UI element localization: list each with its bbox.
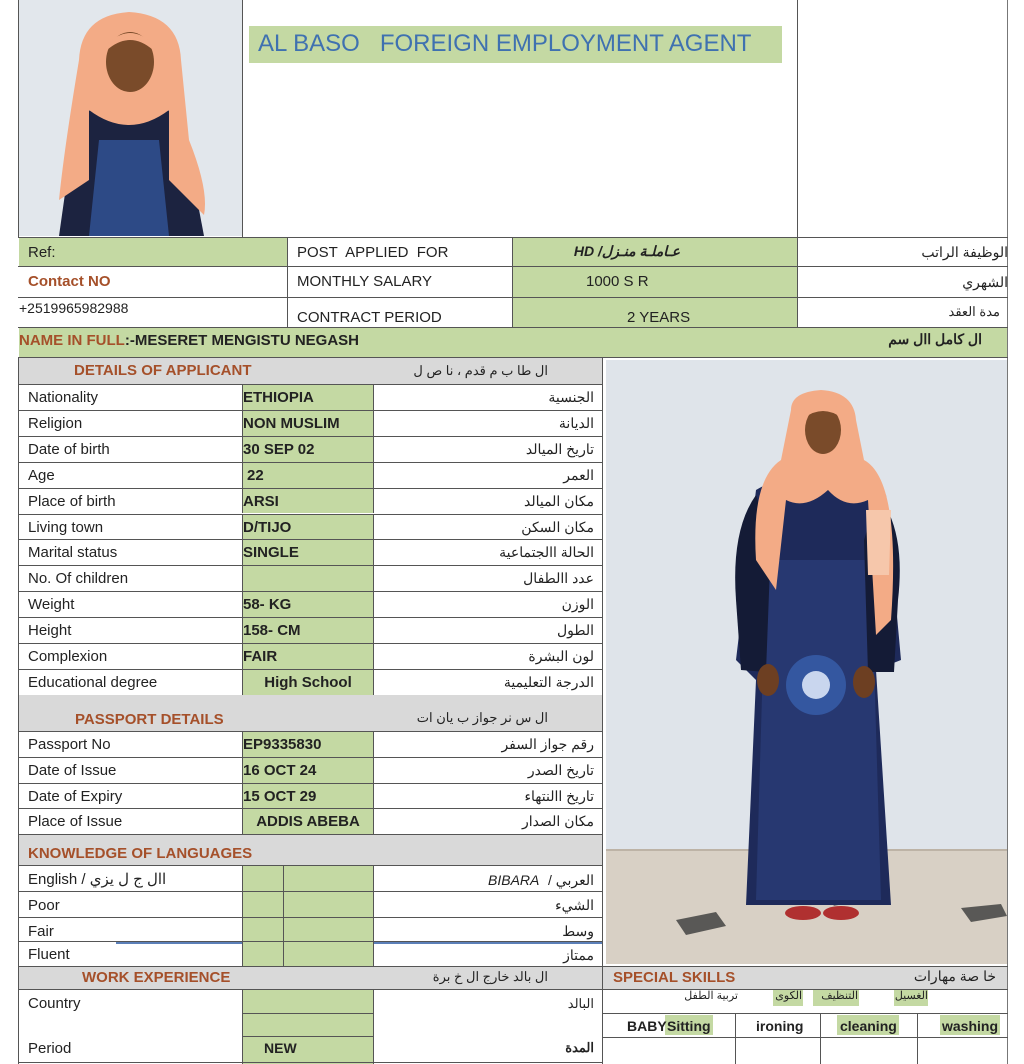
full-name-value: :-MESERET MENGISTU NEGASH (124, 332, 360, 349)
row-label: Religion (28, 414, 83, 432)
row-label: Place of Issue (28, 813, 123, 831)
col-divider (373, 436, 374, 462)
row-label-ar: الوزن (561, 596, 594, 613)
row-label: Living town (28, 518, 104, 536)
row-value: 15 OCT 29 (243, 787, 317, 805)
row-value: D/TIJO (243, 518, 292, 536)
skill-ar-ironing: الكوى (775, 990, 802, 1002)
salary-value: 1000 S R (586, 273, 649, 290)
phone-number: +2519965982988 (19, 300, 129, 316)
skill-ar-baby: تربية الطفل (684, 990, 738, 1002)
row-label: Height (28, 622, 72, 640)
english-label: English / اال ج ل يزي (28, 871, 167, 888)
skills-header: SPECIAL SKILLS (613, 969, 736, 986)
skill-ar-cleaning: التنظيف (821, 990, 858, 1002)
row-label: Date of Issue (28, 761, 117, 779)
lang-row-poor: Poor (28, 897, 60, 914)
row-value: SINGLE (243, 544, 299, 562)
row-label-ar: تاريخ االنتهاء (524, 787, 594, 804)
row-label: Complexion (28, 648, 108, 665)
period-value: NEW (264, 1040, 297, 1056)
row-label-ar: الديانة (558, 414, 594, 431)
contract-period-label: CONTRACT PERIOD (297, 309, 442, 326)
skill-washing: washing (942, 1018, 999, 1034)
row-label: Marital status (28, 544, 118, 562)
salary-ar: الشهري (962, 274, 1008, 290)
country-label: Country (28, 995, 81, 1012)
lang-row-fluent-ar: ممتاز (563, 947, 594, 963)
col-divider (373, 783, 374, 809)
col-divider (373, 591, 374, 617)
row-label: Age (28, 466, 55, 484)
row-value: ETHIOPIA (243, 389, 314, 406)
skill-cleaning: cleaning (840, 1018, 897, 1034)
row-label-ar: الطول (556, 622, 594, 639)
row-value: 16 OCT 24 (243, 761, 317, 779)
row-label: Educational degree (28, 673, 158, 691)
contract-value: 2 YEARS (627, 309, 691, 326)
row-value: ADDIS ABEBA (256, 813, 360, 831)
row-label: Place of birth (28, 492, 116, 510)
row-label-ar: مكان الصدار (522, 813, 594, 830)
skill-baby-prefix: BABY (627, 1018, 667, 1034)
post-applied-label: POST APPLIED FOR (297, 244, 449, 261)
row-label: No. Of children (28, 570, 129, 588)
col-divider (242, 565, 243, 591)
work-header-ar: ال بالد خارج ال خ برة (432, 969, 548, 984)
passport-header-ar: ال س نر جواز ب يان ات (416, 710, 548, 725)
row-value: 22 (247, 466, 264, 484)
row-value: 30 SEP 02 (243, 440, 315, 458)
col-divider (373, 565, 374, 591)
arabic-value: BIBARA (488, 872, 540, 888)
work-header: WORK EXPERIENCE (82, 969, 231, 986)
row-label-ar: العمر (563, 466, 594, 483)
col-divider (373, 488, 374, 514)
applicant-header-ar: ال طا ب م قدم ، نا ص ل (413, 363, 548, 378)
monthly-salary-label: MONTHLY SALARY (297, 273, 433, 290)
skills-header-ar: خا صة مهارات (913, 968, 996, 984)
row-label: Date of Expiry (28, 787, 123, 805)
col-divider (373, 643, 374, 669)
row-label-ar: مكان الميالد (523, 492, 594, 509)
col-divider (373, 808, 374, 834)
row-label-ar: عدد االطفال (523, 570, 594, 587)
lang-row-fair: Fair (28, 923, 54, 940)
row-value: EP9335830 (243, 736, 322, 753)
row-label: Date of birth (28, 440, 110, 458)
row-value: 58- KG (243, 596, 292, 614)
contact-label: Contact NO (28, 273, 111, 290)
col-divider (373, 731, 374, 757)
row-label: Passport No (28, 736, 111, 753)
skill-ironing: ironing (756, 1018, 804, 1034)
col-divider (373, 462, 374, 488)
full-name-label: NAME IN FULL (19, 332, 125, 349)
arabic-label: العربي / (548, 872, 594, 888)
skill-ar-washing: الغسيل (894, 990, 928, 1002)
row-value: High School (264, 673, 352, 691)
col-divider (373, 757, 374, 783)
period-ar: المدة (565, 1040, 594, 1055)
row-label: Weight (28, 596, 75, 614)
col-divider (373, 384, 374, 410)
row-value: 158- CM (243, 622, 301, 640)
applicant-photo-small (19, 0, 242, 236)
row-value: FAIR (243, 648, 278, 665)
post-applied-ar: الوظيفة الراتب (921, 244, 1008, 260)
row-label-ar: مكان السكن (521, 518, 594, 535)
full-name-ar: ال كامل اال سم (888, 331, 982, 347)
lang-row-fair-ar: وسط (562, 923, 594, 939)
period-label: Period (28, 1040, 72, 1057)
post-applied-value: عـاملـة منـزل/ HD (573, 243, 680, 259)
col-divider (242, 462, 243, 488)
lang-row-fluent: Fluent (28, 946, 70, 963)
col-divider (373, 617, 374, 643)
row-label-ar: تاريخ الميالد (525, 440, 594, 457)
applicant-header: DETAILS OF APPLICANT (74, 362, 252, 379)
languages-header: KNOWLEDGE OF LANGUAGES (28, 845, 253, 862)
row-value: ARSI (243, 492, 279, 510)
row-label-ar: الدرجة التعليمية (503, 673, 594, 690)
value-cell-bg (243, 566, 373, 591)
col-divider (373, 669, 374, 695)
skill-sitting: Sitting (667, 1018, 711, 1034)
row-label-ar: تاريخ الصدر (527, 761, 594, 778)
country-ar: البالد (567, 996, 594, 1011)
col-divider (373, 410, 374, 436)
agency-title: AL BASO FOREIGN EMPLOYMENT AGENT (258, 30, 752, 57)
row-label: Nationality (28, 389, 99, 406)
row-label-ar: الجنسية (548, 389, 594, 405)
row-value: NON MUSLIM (243, 414, 340, 432)
passport-header: PASSPORT DETAILS (75, 711, 224, 728)
lang-row-poor-ar: الشيء (555, 897, 594, 913)
contract-ar: مدة العقد (948, 304, 1000, 319)
full-name (19, 333, 359, 348)
ref-label: Ref: (28, 244, 56, 261)
applicant-photo-full (606, 360, 1007, 964)
row-label-ar: رقم جواز السفر (501, 736, 594, 752)
row-label-ar: لون البشرة (528, 648, 594, 664)
row-label-ar: الحالة االجتماعية (499, 544, 594, 561)
col-divider (373, 514, 374, 540)
col-divider (373, 539, 374, 565)
